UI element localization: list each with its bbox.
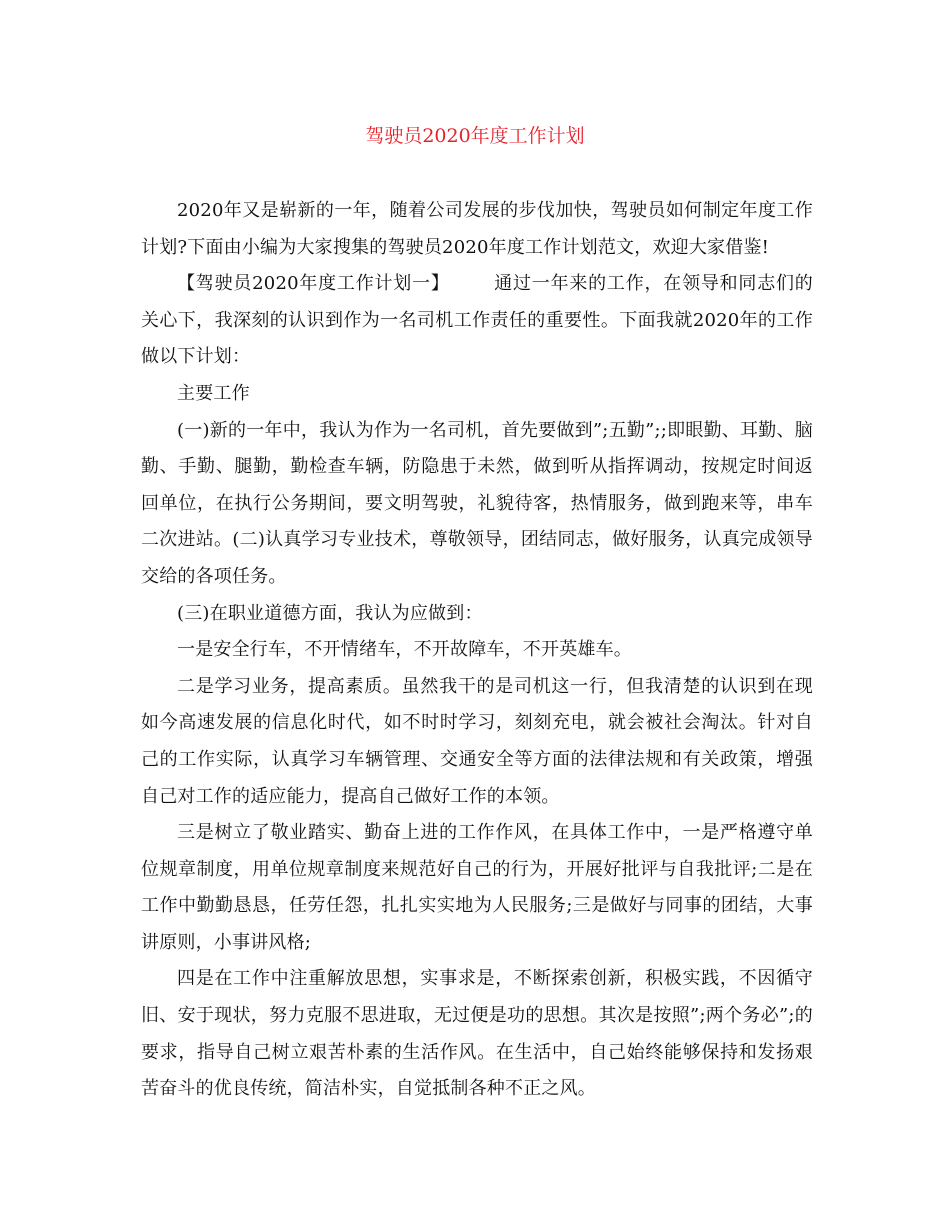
plan-one-heading: 【驾驶员2020年度工作计划一】 xyxy=(177,273,450,295)
plan-one-paragraph xyxy=(141,266,813,376)
paragraph-item-1: (一)新的一年中，我认为作为一名司机，首先要做到”;五勤”;;即眼勤、耳勤、脑勤、手勤、腿勤，勤检查车辆，防隐患于未然，做到听从指挥调动，按规定时间返回单位，在执行公务期间，要文明驾驶，礼貌待客，热情服务，做到跑来等，串车二次进站。(二)认真学习专业技术，尊敬领导，团结同志，做好服务，认真完成领导交给的各项任务。 xyxy=(141,419,813,587)
paragraph-point-4: 四是在工作中注重解放思想，实事求是，不断探索创新，积极实践，不因循守旧、安于现状，努力克服不思进取，无过便是功的思想。其次是按照”;两个务必”;的要求，指导自己树立艰苦朴素的生活作风。在生活中，自己始终能够保持和发扬艰苦奋斗的优良传统，简洁朴实，自觉抵制各种不正之风。 xyxy=(141,968,813,1100)
document-body xyxy=(141,193,813,1108)
paragraph-item-3: (三)在职业道德方面，我认为应做到： xyxy=(177,602,483,624)
paragraph-point-2: 二是学习业务，提高素质。虽然我干的是司机这一行，但我清楚的认识到在现如今高速发展的信息化时代，如不时时学习，刻刻充电，就会被社会淘汰。针对自己的工作实际，认真学习车辆管理、交通安全等方面的法律法规和有关政策，增强自己对工作的适应能力，提高自己做好工作的本领。 xyxy=(141,675,813,807)
intro-paragraph: 2020年又是崭新的一年，随着公司发展的步伐加快，驾驶员如何制定年度工作计划?下面由小编为大家搜集的驾驶员2020年度工作计划范文，欢迎大家借鉴! xyxy=(141,200,813,258)
paragraph-point-3: 三是树立了敬业踏实、勤奋上进的工作作风，在具体工作中，一是严格遵守单位规章制度，用单位规章制度来规范好自己的行为，开展好批评与自我批评;二是在工作中勤勤恳恳，任劳任怨，扎扎实实地为人民服务;三是做好与同事的团结，大事讲原则，小事讲风格; xyxy=(141,822,813,953)
plan-one-text: 通过一年来的工作，在领导和同志们的关心下，我深刻的认识到作为一名司机工作责任的重要性。下面我就2020年的工作做以下计划： xyxy=(141,273,813,368)
document-title: 驾驶员2020年度工作计划 xyxy=(365,125,585,147)
paragraph-point-1: 一是安全行车，不开情绪车，不开故障车，不开英雄车。 xyxy=(177,639,632,661)
section-heading: 主要工作 xyxy=(177,382,250,404)
